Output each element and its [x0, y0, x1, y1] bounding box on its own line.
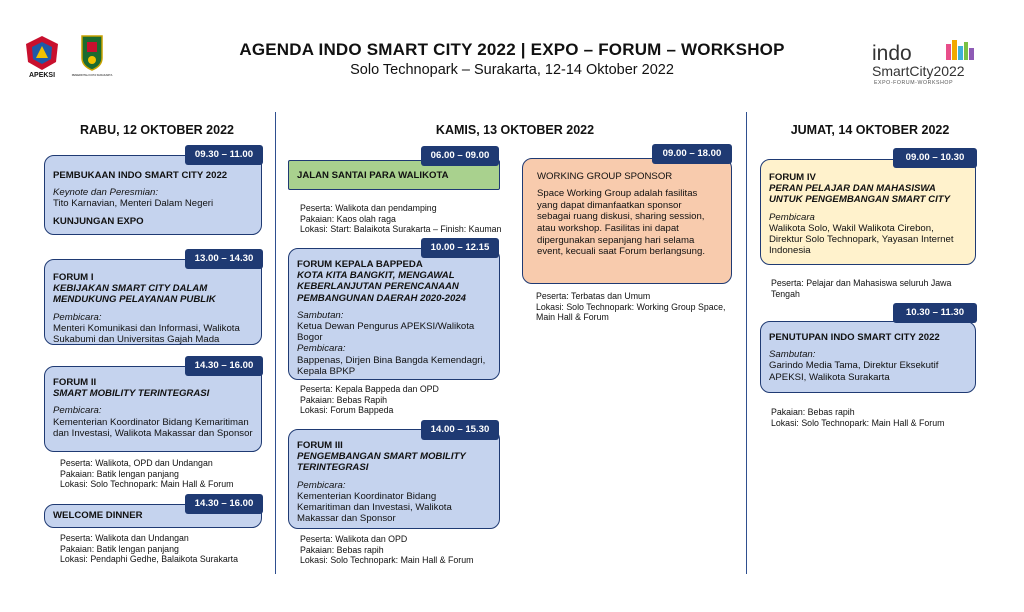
time-badge: 10.00 – 12.15: [421, 238, 499, 258]
event-working-group-sponsor: [522, 158, 732, 284]
event-speaker: Walikota Solo, Wakil Walikota Cirebon, Direktur Solo Technopark, Yayasan Internet Indonesia: [769, 222, 954, 257]
event-subtitle: Sambutan:: [769, 349, 816, 361]
event-pembukaan: [44, 155, 262, 235]
event-title: FORUM I: [53, 272, 94, 283]
note-lokasi: Lokasi: Solo Technopark: Main Hall & Forum: [60, 479, 234, 490]
note-pakaian: Pakaian: Batik lengan panjang: [60, 543, 179, 554]
event-notes-jalan-santai: [300, 203, 512, 235]
day-header-jumat: JUMAT, 14 OKTOBER 2022: [790, 123, 950, 137]
event-description: Space Working Group adalah fasilitas yang dapat dimanfaatkan sponsor sebagai ruang diskusi, sharing session, atau workshop. Fasilitas ini dapat dipergunakan sepanjang hari selama event, kecuali saat Forum berlangsung.: [537, 188, 705, 258]
brand-indo-text: indo: [872, 42, 912, 65]
event-notes-forum-3: [300, 534, 512, 566]
time-badge: 09.00 – 10.30: [893, 148, 977, 168]
event-title: PEMBUKAAN INDO SMART CITY 2022: [53, 170, 228, 181]
note-peserta: Peserta: Kepala Bappeda dan OPD: [300, 384, 439, 394]
column-divider-1: [275, 112, 276, 574]
time-badge: 10.30 – 11.30: [893, 303, 977, 323]
event-title: FORUM III: [297, 440, 343, 451]
note-lokasi: Lokasi: Forum Bappeda: [300, 405, 394, 416]
column-divider-2: [746, 112, 747, 574]
note-lokasi: Lokasi: Solo Technopark: Main Hall & Forum: [300, 555, 474, 566]
event-speaker: Menteri Komunikasi dan Informasi, Walikota Sukabumi dan Universitas Gajah Mada: [53, 322, 240, 346]
event-notes-penutupan: [771, 407, 971, 428]
event-theme: SMART MOBILITY TERINTEGRASI: [53, 388, 210, 400]
note-peserta: Peserta: Walikota, OPD dan Undangan: [60, 458, 213, 468]
event-theme: KEBIJAKAN SMART CITY DALAM MENDUKUNG PELAYANAN PUBLIK: [53, 283, 216, 306]
time-badge: 13.00 – 14.30: [185, 249, 263, 269]
event-forum-2: [44, 366, 262, 452]
time-badge: 14.30 – 16.00: [185, 356, 263, 376]
brand-main-text: SmartCity2022: [872, 63, 965, 79]
surakarta-label: PEMERINTAH KOTA SURAKARTA: [71, 74, 113, 77]
event-speaker: Kementerian Koordinator Bidang Kemaritiman dan Investasi, Walikota Makassar dan Sponsor: [297, 490, 452, 525]
event-speaker-2: Bappenas, Dirjen Bina Bangda Kemendagri, Kepala BPKP: [297, 354, 486, 377]
event-title: JALAN SANTAI PARA WALIKOTA: [297, 170, 449, 181]
brand-tag-text: EXPO-FORUM-WORKSHOP: [874, 80, 954, 86]
event-subtitle: Pembicara:: [297, 479, 346, 491]
event-theme: PENGEMBANGAN SMART MOBILITY TERINTEGRASI: [297, 451, 466, 474]
note-lokasi: Lokasi: Pendaphi Gedhe, Balaikota Surakarta: [60, 554, 239, 565]
note-lokasi: Lokasi: Solo Technopark: Working Group Space, Main Hall & Forum: [536, 301, 726, 323]
event-forum-1: [44, 259, 262, 345]
note-lokasi: Lokasi: Start: Balaikota Surakarta – Finish: Kauman: [300, 224, 502, 235]
note-pakaian: Pakaian: Batik lengan panjang: [60, 468, 179, 479]
event-speaker: Garindo Media Tama, Direktur Eksekutif APEKSI, Walikota Surakarta: [769, 360, 939, 383]
event-title: WELCOME DINNER: [53, 510, 143, 521]
time-badge: 14.00 – 15.30: [421, 420, 499, 440]
event-title: PENUTUPAN INDO SMART CITY 2022: [769, 332, 940, 343]
time-badge: 09.30 – 11.00: [185, 145, 263, 165]
event-notes-wgs: [536, 291, 732, 323]
note-peserta: Peserta: Pelajar dan Mahasiswa seluruh Jawa Tengah: [771, 278, 952, 299]
note-pakaian: Pakaian: Bebas rapih: [771, 407, 855, 417]
event-extra: KUNJUNGAN EXPO: [53, 215, 144, 227]
event-notes-bappeda: [300, 384, 512, 416]
event-title: FORUM IV: [769, 172, 816, 183]
note-peserta: Peserta: Terbatas dan Umum: [536, 291, 651, 301]
day-header-rabu: RABU, 12 OKTOBER 2022: [80, 123, 234, 137]
page-subtitle: Solo Technopark – Surakarta, 12-14 Oktober 2022: [350, 62, 674, 78]
event-theme: PERAN PELAJAR DAN MAHASISWA UNTUK PENGEMBANGAN SMART CITY: [769, 183, 951, 206]
event-speaker: Tito Karnavian, Menteri Dalam Negeri: [53, 198, 214, 210]
note-lokasi: Lokasi: Solo Technopark: Main Hall & Forum: [771, 417, 945, 428]
time-badge: 09.00 – 18.00: [652, 144, 732, 164]
event-subtitle: Sambutan:: [297, 309, 344, 321]
day-header-kamis: KAMIS, 13 OKTOBER 2022: [435, 123, 595, 137]
event-subtitle-2: Pembicara:: [297, 343, 346, 355]
event-subtitle: Pembicara: [769, 211, 815, 223]
note-pakaian: Pakaian: Bebas Rapih: [300, 394, 388, 405]
event-penutupan: [760, 321, 976, 393]
event-notes-dinner: [60, 533, 270, 565]
event-title: WORKING GROUP SPONSOR: [537, 171, 673, 182]
note-peserta: Peserta: Walikota dan OPD: [300, 534, 408, 544]
event-subtitle: Keynote dan Peresmian:: [53, 187, 159, 199]
event-notes-forum-2: [60, 458, 270, 490]
event-speaker: Ketua Dewan Pengurus APEKSI/Walikota Bogor: [297, 321, 475, 344]
event-subtitle: Pembicara:: [53, 405, 102, 417]
note-pakaian: Pakaian: Kaos olah raga: [300, 213, 396, 224]
event-notes-forum-4: [771, 278, 971, 299]
note-peserta: Peserta: Walikota dan pendamping: [300, 203, 437, 213]
event-theme: KOTA KITA BANGKIT, MENGAWAL KEBERLANJUTAN PERENCANAAN PEMBANGUNAN DAERAH 2020-2024: [297, 270, 467, 304]
note-pakaian: Pakaian: Bebas rapih: [300, 544, 384, 555]
apeksi-label: APEKSI: [28, 72, 56, 79]
page-title: AGENDA INDO SMART CITY 2022 | EXPO – FORUM – WORKSHOP: [239, 40, 785, 59]
event-forum-bappeda: [288, 248, 500, 380]
event-title: FORUM II: [53, 377, 97, 388]
event-title: FORUM KEPALA BAPPEDA: [297, 259, 423, 270]
event-subtitle: Pembicara:: [53, 311, 102, 323]
event-forum-4: [760, 159, 976, 265]
event-forum-3: [288, 429, 500, 529]
event-speaker: Kementerian Koordinator Bidang Kemaritiman dan Investasi, Walikota Makassar dan Sponsor: [53, 416, 253, 439]
note-peserta: Peserta: Walikota dan Undangan: [60, 533, 189, 543]
time-badge: 14.30 – 16.00: [185, 494, 263, 514]
time-badge: 06.00 – 09.00: [421, 146, 499, 166]
